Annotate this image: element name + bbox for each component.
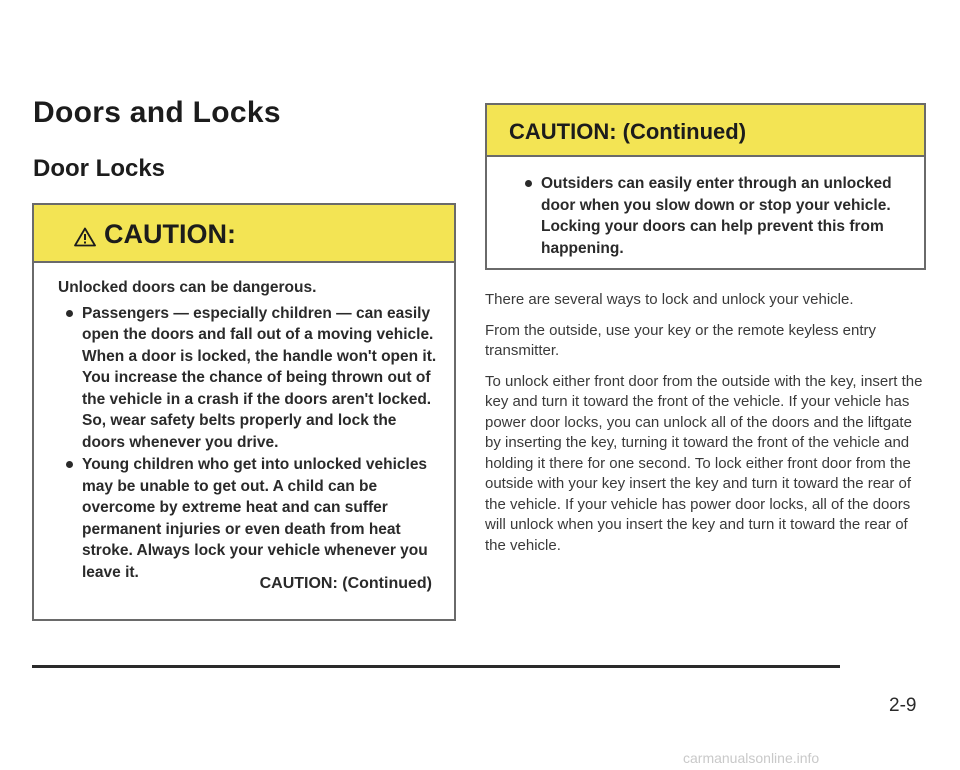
caution-body: [34, 263, 454, 583]
caution-bullet-list: [517, 173, 908, 259]
warning-triangle-icon: [74, 223, 96, 254]
list-item-text: Outsiders can easily enter through an unlocked door when you slow down or stop your vehicle. Locking your doors can help prevent this from happening.: [541, 175, 892, 257]
page-number: 2-9: [889, 695, 917, 716]
paragraph: To unlock either front door from the outside with the key, insert the key and turn it toward the front of the vehicle. If your vehicle has power door locks, you can unlock all of the doors and the liftgate by inserting the key, turning it toward the front of the vehicle and holding it there for one second. To lock either front door from the outside with your key insert the key and turn it toward the rear of the vehicle. If your vehicle has power door locks, all of the doors will unlock when you insert the key and turn it toward the rear of the vehicle.: [485, 372, 923, 554]
caution-continued-label: CAUTION: (Continued): [259, 575, 432, 592]
section-title: Door Locks: [33, 155, 166, 182]
watermark: carmanualsonline.info: [683, 750, 820, 766]
bullet-icon: [66, 310, 73, 317]
list-item: [58, 454, 442, 583]
bullet-icon: [525, 180, 532, 187]
caution-header-label: CAUTION:: [104, 219, 236, 249]
page-title: Doors and Locks: [33, 96, 281, 129]
list-item-text: Passengers — especially children — can easily open the doors and fall out of a moving vehicle. When a door is locked, the handle won't open it. You increase the chance of being thrown out of the vehicle in a crash if the doors aren't locked. So, wear safety belts properly and lock the doors whenever you drive.: [82, 304, 437, 451]
footer-rule: [32, 665, 840, 668]
bullet-icon: [66, 461, 73, 468]
caution-body: [487, 157, 924, 259]
caution-lead: Unlocked doors can be dangerous.: [58, 279, 317, 296]
list-item-text: Young children who get into unlocked vehicles may be unable to get out. A child can be overcome by extreme heat and can suffer permanent injuries or even death from heat stroke. Always lock your vehicle whenever you leave it.: [82, 456, 428, 581]
list-item: [517, 173, 908, 259]
caution-bullet-list: [58, 303, 442, 584]
caution-header: [34, 205, 454, 263]
body-text: [485, 290, 925, 566]
paragraph: From the outside, use your key or the remote keyless entry transmitter.: [485, 321, 877, 359]
caution-box-main: [32, 203, 456, 621]
list-item: [58, 303, 442, 454]
caution-box-continued: [485, 103, 926, 270]
paragraph: There are several ways to lock and unlock your vehicle.: [485, 291, 854, 308]
caution-header: CAUTION: (Continued): [487, 105, 924, 157]
